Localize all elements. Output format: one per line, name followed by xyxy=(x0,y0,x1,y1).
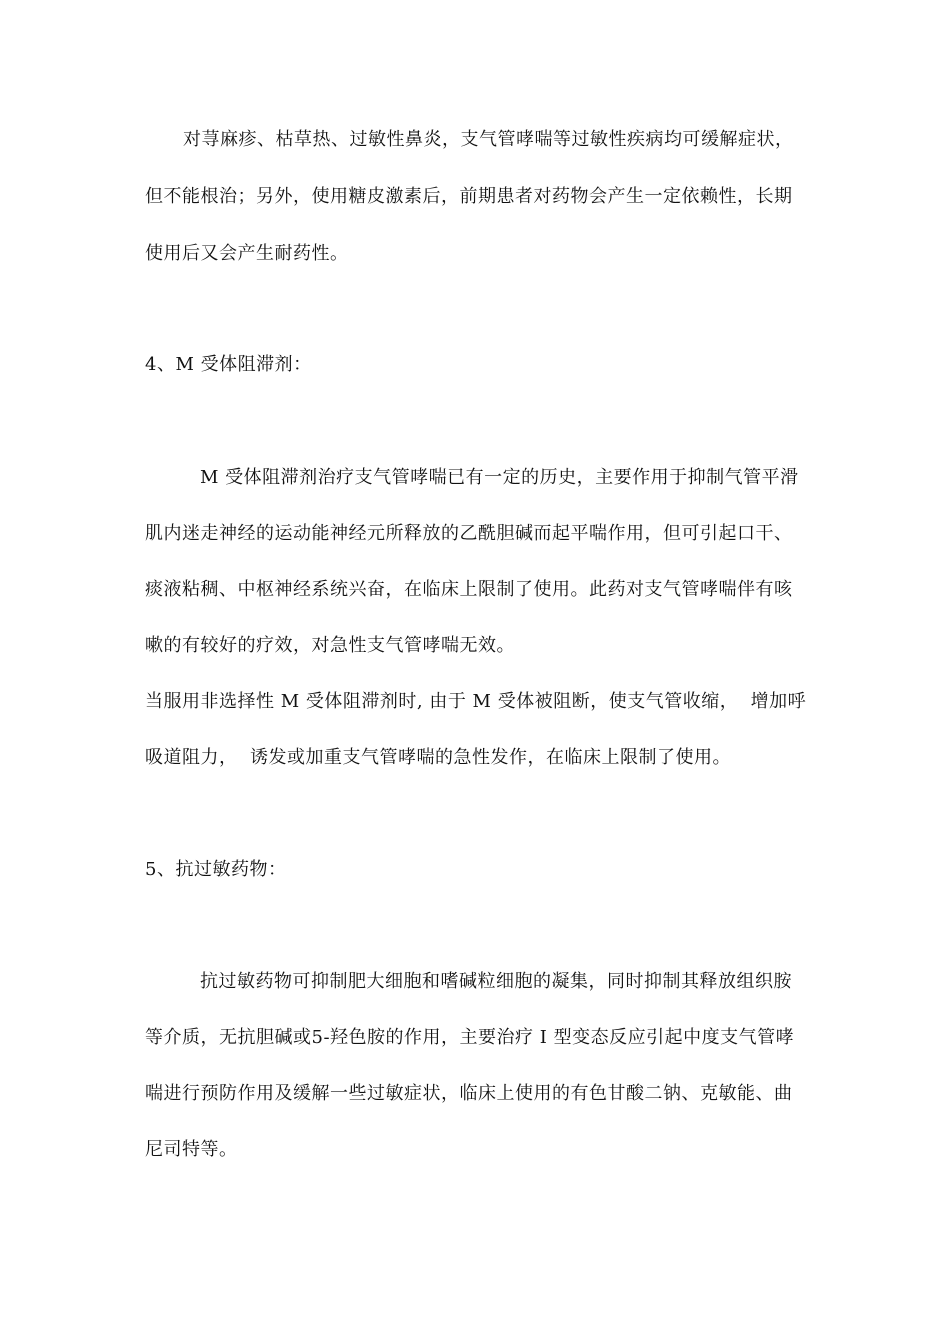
paragraph-2-line-3: 痰液粘稠、中枢神经系统兴奋，在临床上限制了使用。此药对支气管哮喘伴有咳 xyxy=(145,579,793,600)
paragraph-1-line-1: 对荨麻疹、枯草热、过敏性鼻炎，支气管哮喘等过敏性疾病均可缓解症状， xyxy=(183,129,794,150)
paragraph-1-line-2: 但不能根治；另外，使用糖皮激素后，前期患者对药物会产生一定依赖性，长期 xyxy=(145,186,793,207)
paragraph-3-line-1: 当服用非选择性 M 受体阻滞剂时, 由于 M 受体被阻断，使支气管收缩， 增加呼 xyxy=(145,691,807,712)
section-heading-4: 4、M 受体阻滞剂： xyxy=(145,354,312,375)
paragraph-2-line-1: M 受体阻滞剂治疗支气管哮喘已有一定的历史，主要作用于抑制气管平滑 xyxy=(200,467,799,488)
paragraph-3-line-2: 吸道阻力， 诱发或加重支气管哮喘的急性发作，在临床上限制了使用。 xyxy=(145,747,731,768)
paragraph-4-line-3: 喘进行预防作用及缓解一些过敏症状，临床上使用的有色甘酸二钠、克敏能、曲 xyxy=(145,1083,793,1104)
paragraph-4-line-4: 尼司特等。 xyxy=(145,1139,238,1160)
paragraph-4-line-2: 等介质，无抗胆碱或5-羟色胺的作用，主要治疗 I 型变态反应引起中度支气管哮 xyxy=(145,1027,795,1048)
paragraph-2-line-4: 嗽的有较好的疗效，对急性支气管哮喘无效。 xyxy=(145,635,515,656)
paragraph-1-line-3: 使用后又会产生耐药性。 xyxy=(145,243,349,264)
section-heading-5: 5、抗过敏药物： xyxy=(145,859,287,880)
paragraph-2-line-2: 肌内迷走神经的运动能神经元所释放的乙酰胆碱而起平喘作用，但可引起口干、 xyxy=(145,523,793,544)
paragraph-4-line-1: 抗过敏药物可抑制肥大细胞和嗜碱粒细胞的凝集，同时抑制其释放组织胺 xyxy=(200,971,792,992)
